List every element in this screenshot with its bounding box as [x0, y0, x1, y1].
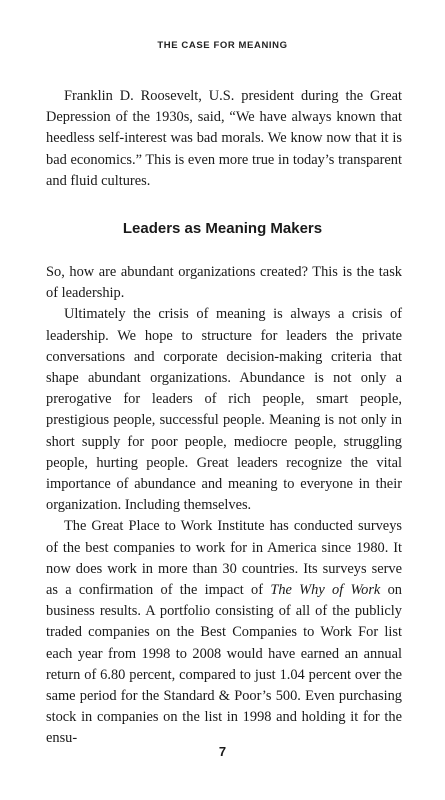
page-number: 7 [218, 744, 227, 759]
book-title: The Why of Work [270, 582, 381, 599]
section-body [46, 262, 402, 750]
section-heading: Leaders as Meaning Makers [122, 220, 323, 237]
running-head: THE CASE FOR MEANING [157, 40, 288, 51]
intro-paragraph-block [46, 86, 402, 192]
gptw-text-after: on business results. A portfolio consisting of all of the publicly traded companies on the Best Companies to Work For list each year from 1998 to 2008 would have earned an annual return of 6.80 percent, compared to just 1.04 percent over the same period for the Standard & Poor’s 500. Even purchasing stock in companies on the list in 1998 and holding it for the ensu- [46, 582, 402, 747]
section-paragraph-3 [46, 516, 402, 749]
gptw-text-before: The Great Place to Work Institute has conducted surveys of the best companies to work for in America since 1980. It now does work in more than 30 countries. Its surveys serve as a confirmation of the impact of [46, 518, 402, 599]
intro-paragraph: Franklin D. Roosevelt, U.S. president during the Great Depression of the 1930s, said, “We have always known that heedless self-interest was bad morals. We know now that it is bad economics.” This is even more true in today’s transparent and fluid cultures. [46, 88, 402, 189]
section-paragraph-1: So, how are abundant organizations created? This is the task of leadership. [46, 264, 402, 302]
section-paragraph-2: Ultimately the crisis of meaning is always a crisis of leadership. We hope to structure for leaders the private conversations and corporate decision-making criteria that shape abundant organizations. Abundance is not only a prerogative for leaders of rich people, smart people, prestigious people, successful people. Meaning is not only in short supply for poor people, mediocre people, struggling people, hurting people. Great leaders recognize the vital importance of abundance and meaning to everyone in their organization. Including themselves. [46, 306, 402, 514]
